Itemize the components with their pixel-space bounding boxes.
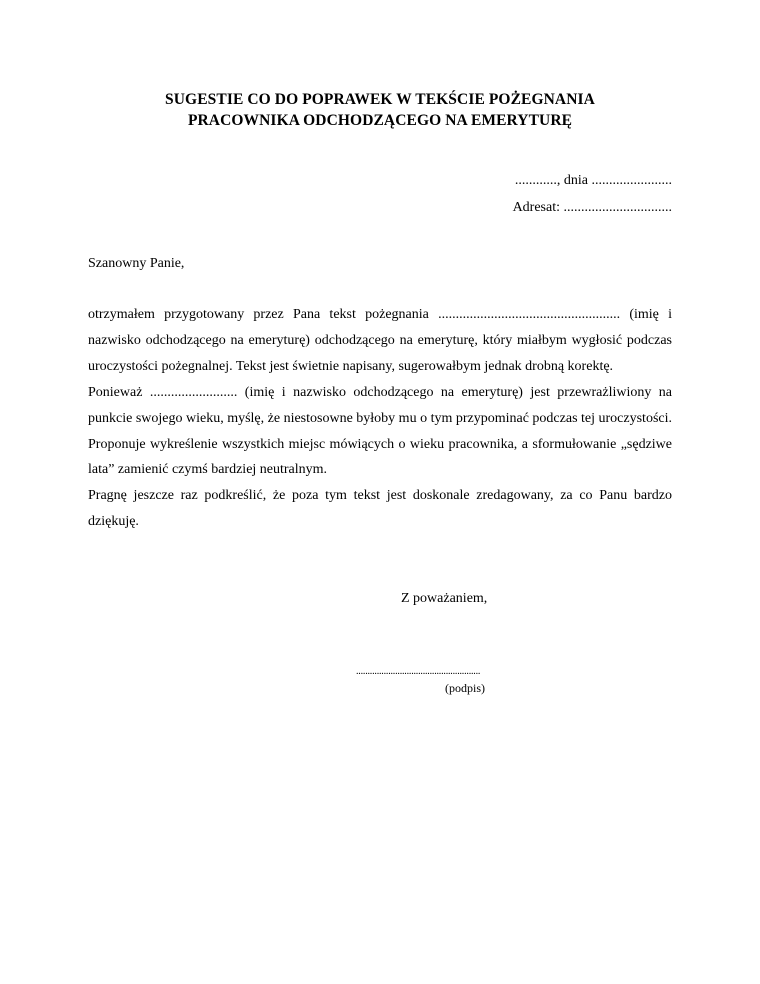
title-line-1: SUGESTIE CO DO POPRAWEK W TEKŚCIE POŻEGNANIA — [165, 91, 595, 108]
closing: Z poważaniem, — [401, 591, 488, 606]
paragraph-3: Pragnę jeszcze raz podkreślić, że poza tym tekst jest doskonale zredagowany, za co Panu bardzo dziękuję. — [88, 488, 672, 530]
date-line: ............, dnia ....................... — [514, 173, 672, 188]
addressee-line: Adresat: ............................... — [512, 200, 672, 215]
document-title — [88, 89, 672, 131]
letter-body — [88, 302, 672, 535]
paragraph-2: Ponieważ ......................... (imię i nazwisko odchodzącego na emeryturę) jest przewrażliwiony na punkcie swojego wieku, myślę, że niestosowne byłoby mu o tym przypominać podczas tej uroczystości. Proponuje wykreślenie wszystkich miejsc mówiących o wieku pracownika, a sformułowanie „sędziwe lata” zamienić czymś bardziej neutralnym. — [88, 384, 672, 478]
title-line-2: PRACOWNIKA ODCHODZĄCEGO NA EMERYTURĘ — [187, 112, 573, 129]
salutation: Szanowny Panie, — [88, 256, 185, 271]
signature-line: ...................................................... — [356, 666, 481, 677]
signature-label: (podpis) — [445, 681, 485, 695]
paragraph-1: otrzymałem przygotowany przez Pana tekst pożegnania .................................................... (imię i nazwisko odchodzącego na emeryturę) odchodzącego na emeryturę, który miałbym wygłosić podczas uroczystości pożegnalnej. Tekst jest świetnie napisany, sugerowałbym jednak drobną korektę. — [88, 307, 672, 374]
